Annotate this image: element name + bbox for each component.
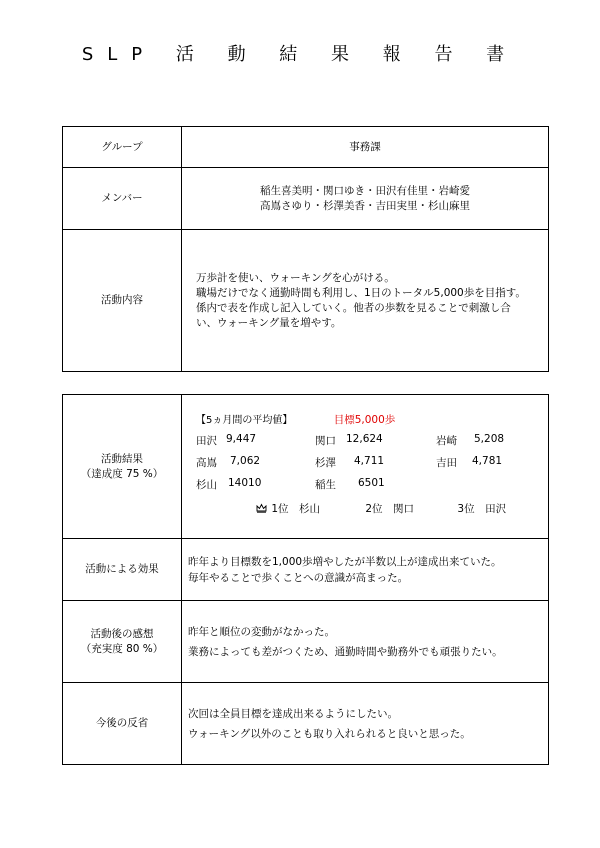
impressions-line: 昨年と順位の変動がなかった。 [188, 625, 335, 638]
results-grid [196, 433, 548, 505]
activity-content [182, 230, 549, 372]
entry-steps: 12,624 [346, 433, 383, 445]
entry-name: 稲生 [315, 479, 336, 491]
average-subhead: 【5ヵ月間の平均値】 [196, 415, 293, 426]
members-label: メンバー [63, 168, 182, 230]
effects-line: 昨年より目標数を1,000歩増やしたが半数以上が達成出来ていた。 [188, 555, 502, 568]
results-table [62, 394, 549, 765]
entry-name: 関口 [315, 435, 336, 447]
activity-line: 万歩計を使い、ウォーキングを心がける。 [196, 271, 395, 284]
impressions-label-rate: （充実度 80 %） [80, 642, 164, 655]
effects-content [182, 539, 549, 601]
entry-name: 岩崎 [436, 435, 457, 447]
entry-steps: 7,062 [230, 455, 261, 467]
entry-steps: 14010 [228, 477, 262, 489]
impressions-row [63, 601, 549, 683]
rank-second: 2位 関口 [365, 503, 415, 515]
group-value: 事務課 [182, 127, 549, 168]
members-value [182, 168, 549, 230]
entry-steps: 5,208 [474, 433, 505, 445]
results-row [63, 395, 549, 539]
results-label-rate: （達成度 75 %） [80, 467, 164, 480]
reflection-line: ウォーキング以外のことも取り入れられると良いと思った。 [188, 727, 471, 740]
effects-label: 活動による効果 [63, 539, 182, 601]
entry-name: 杉山 [196, 479, 217, 491]
impressions-label [63, 601, 182, 683]
members-line: 稲生喜美明・関口ゆき・田沢有佳里・岩崎愛 [260, 184, 470, 197]
reflection-row [63, 683, 549, 765]
results-content [182, 395, 549, 539]
page-title: SLP 活 動 結 果 報 告 書 [81, 44, 519, 65]
rank-first: 1位 杉山 [271, 503, 321, 515]
rank-third: 3位 田沢 [457, 503, 507, 515]
results-label-title: 活動結果 [101, 452, 143, 465]
members-row [63, 168, 549, 230]
activity-row [63, 230, 549, 372]
activity-line: 係内で表を作成し記入していく。他者の歩数を見ることで刺激し合 [196, 301, 511, 314]
members-line: 高嶌さゆり・杉澤美香・吉田実里・杉山麻里 [260, 199, 470, 212]
activity-line: 職場だけでなく通勤時間も利用し、1日のトータル5,000歩を目指す。 [196, 286, 526, 299]
entry-name: 高嶌 [196, 457, 217, 469]
activity-line: い、ウォーキング量を増やす。 [196, 316, 342, 329]
activity-label: 活動内容 [63, 230, 182, 372]
impressions-label-title: 活動後の感想 [90, 627, 154, 640]
group-info-table [62, 126, 549, 372]
impressions-content [182, 601, 549, 683]
group-label: グループ [63, 127, 182, 168]
entry-name: 杉澤 [315, 457, 336, 469]
results-label [63, 395, 182, 539]
goal-text: 目標5,000歩 [333, 414, 396, 426]
group-row [63, 127, 549, 168]
effects-row [63, 539, 549, 601]
entry-steps: 4,711 [354, 455, 385, 467]
entry-steps: 9,447 [226, 433, 257, 445]
reflection-content [182, 683, 549, 765]
reflection-line: 次回は全員目標を達成出来るようにしたい。 [188, 707, 398, 720]
impressions-line: 業務によっても差がつくため、通勤時間や勤務外でも頑張りたい。 [188, 645, 503, 658]
entry-name: 田沢 [196, 435, 217, 447]
entry-name: 吉田 [436, 457, 457, 469]
effects-line: 毎年やることで歩くことへの意識が高まった。 [188, 571, 409, 584]
entry-steps: 4,781 [472, 455, 503, 467]
reflection-label: 今後の反省 [63, 683, 182, 765]
entry-steps: 6501 [358, 477, 385, 489]
